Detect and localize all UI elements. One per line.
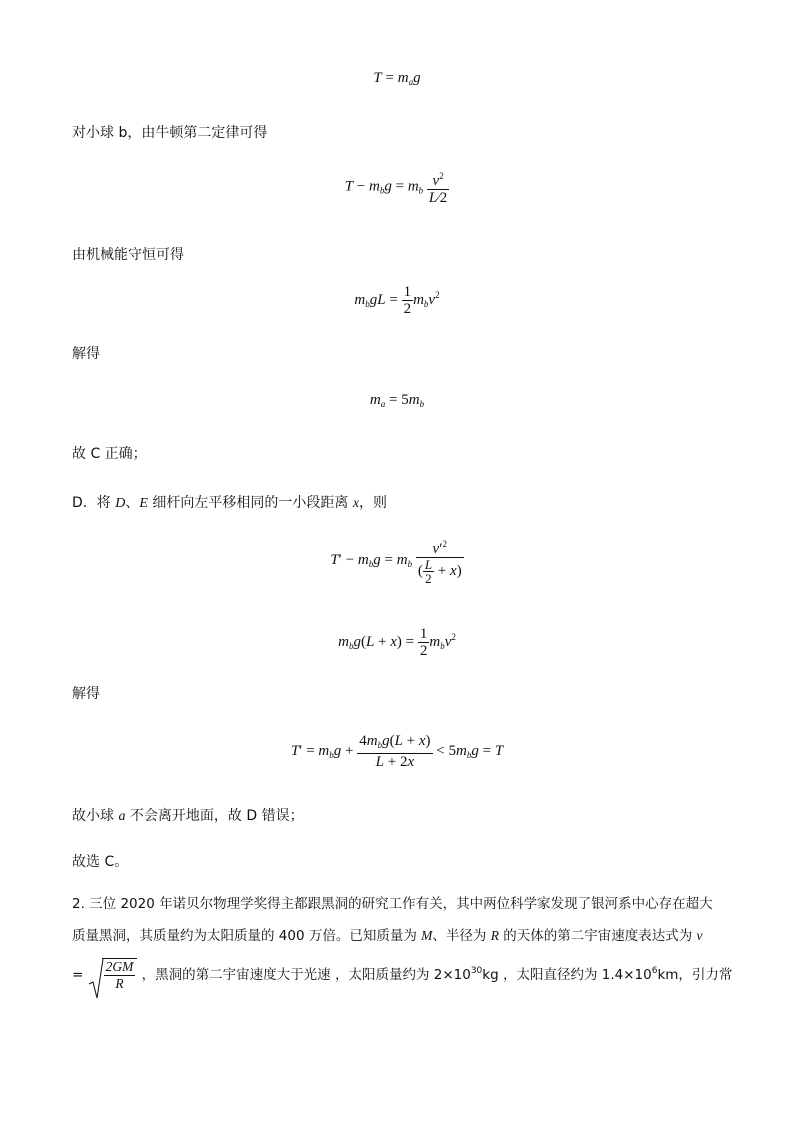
text-line-option-d: D．将 D、E 细杆向左平移相同的一小段距离 x，则 bbox=[72, 495, 388, 511]
text-line-c-correct: 故 C 正确； bbox=[72, 446, 147, 462]
text-line-newton: 对小球 b，由牛顿第二定律可得 bbox=[72, 125, 268, 141]
text-line-solve-1: 解得 bbox=[72, 346, 100, 362]
text-line-energy: 由机械能守恒可得 bbox=[72, 247, 184, 263]
problem-2-line-3: = $\frac{2GM}{R}$ ，黑洞的第二宇宙速度大于光速 ，太阳质量约为 $2\times 10^{30}kg$ ，太阳直径约为 $1.4\times 10^6km$，引力常 bbox=[72, 958, 732, 992]
text-line-solve-2: 解得 bbox=[72, 686, 100, 702]
equation-3: $m_bgL$ = $\frac{1}{2}$ $m_bv^2$ bbox=[354, 284, 440, 317]
sqrt-sign-icon bbox=[88, 958, 104, 1000]
equation-2: $T - m_bg = m_b$ $\frac{v^2}{L⁄2}$ bbox=[0, 168, 794, 206]
problem-2-line-1: 2. 三位 2020 年诺贝尔物理学奖得主都跟黑洞的研究工作有关，其中两位科学家发现了银河系中心存在超大 bbox=[72, 896, 713, 912]
problem-2-line-2: 质量黑洞，其质量约为太阳质量的 400 万倍。已知质量为 M、半径为 R 的天体的第二宇宙速度表达式为 v bbox=[72, 928, 703, 944]
equation-7: $T' = m_bg$ + $\frac{4m_bg(L + x)}{L + 2x}$ < $5m_bg = T$ bbox=[290, 733, 504, 770]
equation-6: $m_bg(L + x)$ = $\frac{1}{2}$ $m_bv^2$ bbox=[338, 626, 456, 659]
equation-4: $m_a = 5m_b$ bbox=[369, 392, 425, 409]
sqrt-expression: $\frac{2GM}{R}$ bbox=[88, 958, 138, 992]
text-line-answer: 故选 C。 bbox=[72, 854, 129, 870]
text-line-d-wrong: 故小球 a 不会离开地面，故 D 错误； bbox=[72, 808, 304, 824]
equation-1: $T = m_ag$ bbox=[373, 70, 421, 87]
equation-5: $T' - m_bg = m_b$ $v'^2$ ( $\frac{L}{2}$ + x) bbox=[0, 536, 794, 585]
